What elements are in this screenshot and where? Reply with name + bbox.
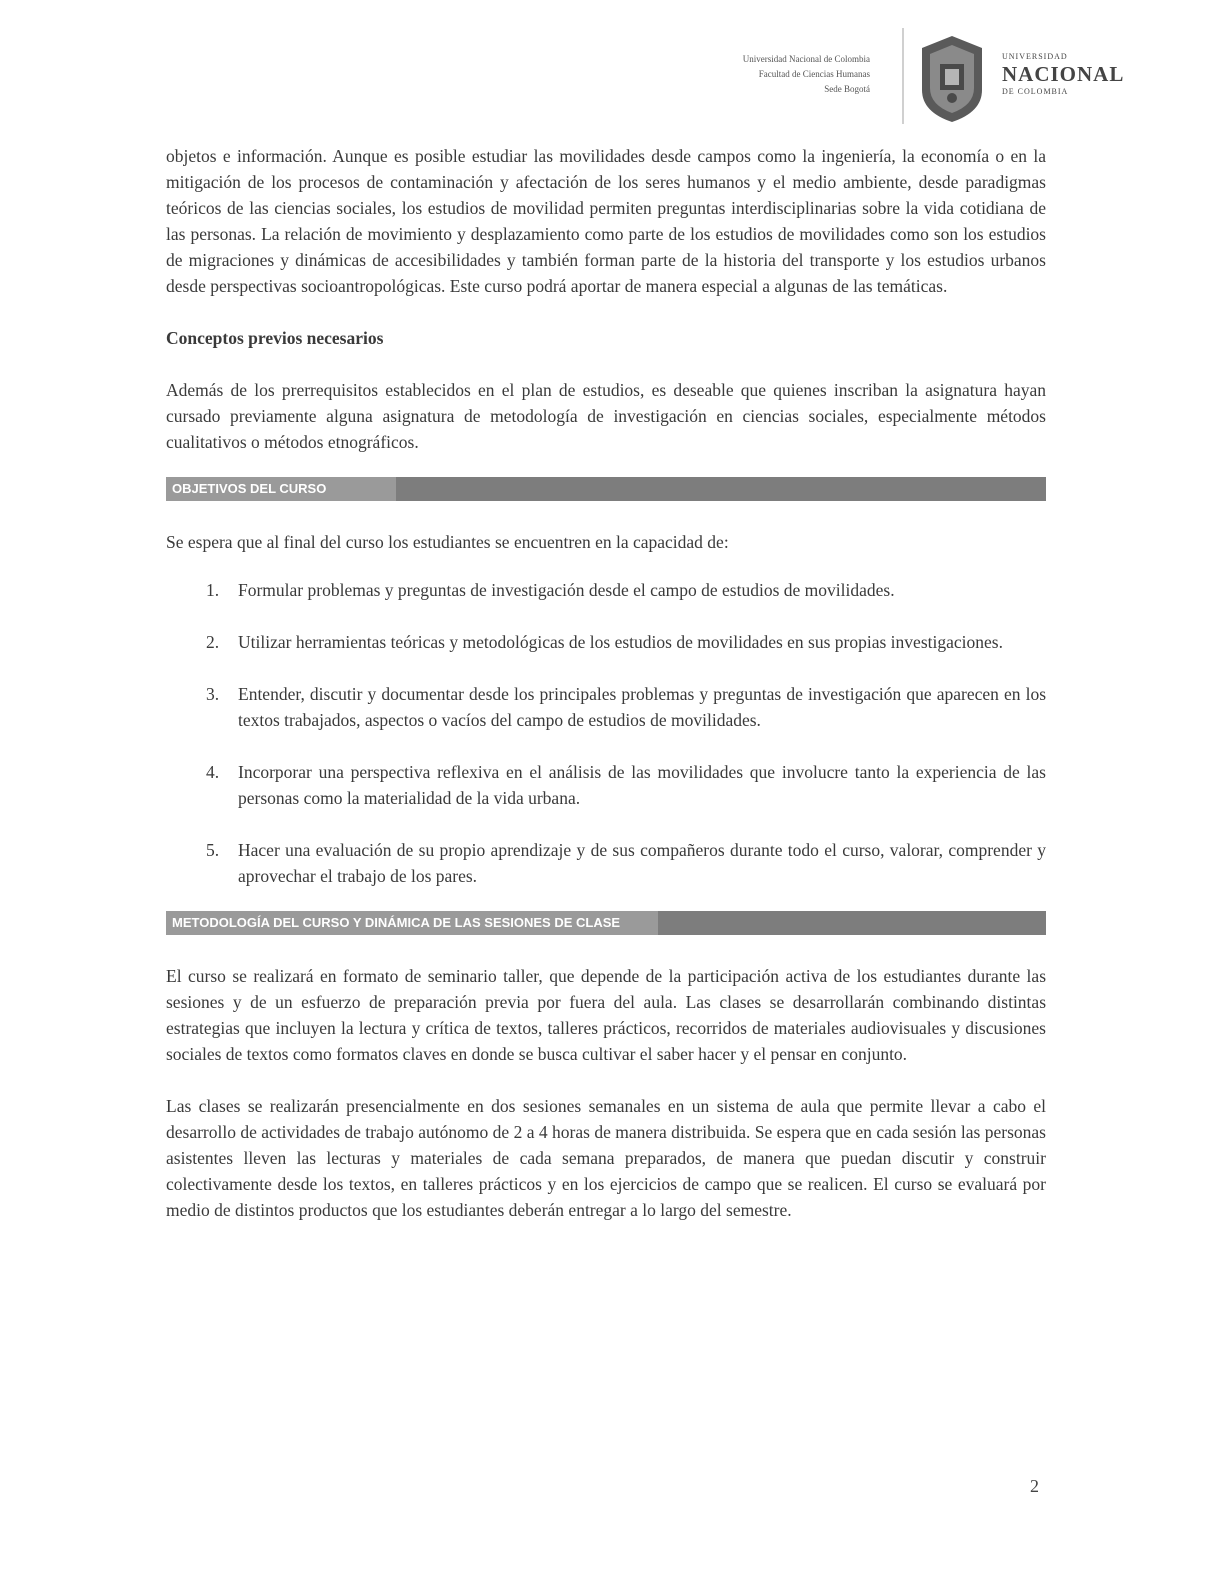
- institution-line-2: Facultad de Ciencias Humanas: [758, 69, 870, 79]
- objective-item: [166, 629, 1046, 655]
- university-wordmark: [1002, 52, 1152, 96]
- objective-number: 4.: [206, 762, 220, 782]
- methodology-paragraph-2: Las clases se realizarán presencialmente en dos sesiones semanales en un sistema de aula que permite llevar a cabo el desarrollo de actividades de trabajo autónomo de 2 a 4 horas de manera distribuida. Se espera que en cada sesión las personas asistentes lleven las lecturas y materiales de cada semana preparados, de manera que puedan discutir y construir colectivamente desde los textos, en talleres prácticos y en los ejercicios de campo que se realicen. El curso se evaluará por medio de distintos productos que los estudiantes deberán entregar a lo largo del semestre.: [166, 1096, 1046, 1220]
- intro-paragraph: objetos e información. Aunque es posible estudiar las movilidades desde campos como la ingeniería, la economía o en la mitigación de los procesos de contaminación y afectación de los seres humanos y el medio ambiente, desde paradigmas teóricos de las ciencias sociales, los estudios de movilidad permiten preguntas interdisciplinarias sobre la vida cotidiana de las personas. La relación de movimiento y desplazamiento como parte de los estudios de movilidades como son los estudios de migraciones y dinámicas de accesibilidades y también forman parte de la historia del transporte y los estudios urbanos desde perspectivas socioantropológicas. Este curso podrá aportar de manera especial a algunas de las temáticas.: [166, 146, 1046, 296]
- objective-item: [166, 759, 1046, 811]
- objective-text: Utilizar herramientas teóricas y metodológicas de los estudios de movilidades en sus propias investigaciones.: [238, 632, 1003, 652]
- institution-line-3: Sede Bogotá: [824, 84, 870, 94]
- objectives-section-bar: [166, 477, 1046, 501]
- methodology-paragraph-1: El curso se realizará en formato de seminario taller, que depende de la participación activa de los estudiantes durante las sesiones y de un esfuerzo de preparación previa por fuera del aula. Las clases se desarrollarán combinando distintas estrategias que incluyen la lectura y crítica de textos, talleres prácticos, recorridos de materiales audiovisuales y discusiones sociales de textos como formatos claves en donde se busca cultivar el saber hacer y el pensar en conjunto.: [166, 966, 1046, 1064]
- methodology-section-bar: [166, 911, 1046, 935]
- institution-line-1: Universidad Nacional de Colombia: [742, 54, 870, 64]
- objective-text: Entender, discutir y documentar desde los principales problemas y preguntas de investigación que aparecen en los textos trabajados, aspectos o vacíos del campo de estudios de movilidades.: [238, 684, 1046, 730]
- objective-text: Formular problemas y preguntas de investigación desde el campo de estudios de movilidades.: [238, 580, 895, 600]
- wordmark-main: NACIONAL: [1002, 62, 1125, 86]
- wordmark-top: UNIVERSIDAD: [1002, 52, 1068, 61]
- objective-number: 2.: [206, 632, 220, 652]
- objective-number: 1.: [206, 580, 220, 600]
- objectives-intro: Se espera que al final del curso los estudiantes se encuentren en la capacidad de:: [166, 532, 729, 552]
- page-header: [680, 28, 1160, 128]
- methodology-section-title: METODOLOGÍA DEL CURSO Y DINÁMICA DE LAS SESIONES DE CLASE: [166, 911, 658, 935]
- concepts-heading: Conceptos previos necesarios: [166, 328, 384, 348]
- page-content: [166, 143, 1046, 1223]
- objective-item: [166, 577, 1046, 603]
- university-seal-icon: [916, 32, 988, 124]
- wordmark-bottom: DE COLOMBIA: [1002, 87, 1069, 96]
- header-divider: [902, 28, 904, 124]
- objective-item: [166, 681, 1046, 733]
- concepts-paragraph: Además de los prerrequisitos establecidos en el plan de estudios, es deseable que quienes inscriban la asignatura hayan cursado previamente alguna asignatura de metodología de investigación en ciencias sociales, especialmente métodos cualitativos o métodos etnográficos.: [166, 380, 1046, 452]
- objective-number: 5.: [206, 840, 220, 860]
- page-number: 2: [1030, 1476, 1039, 1496]
- objective-text: Hacer una evaluación de su propio aprendizaje y de sus compañeros durante todo el curso, valorar, comprender y aprovechar el trabajo de los pares.: [238, 840, 1046, 886]
- objective-number: 3.: [206, 684, 220, 704]
- objective-item: [166, 837, 1046, 889]
- objectives-list: [166, 577, 1046, 889]
- objective-text: Incorporar una perspectiva reflexiva en el análisis de las movilidades que involucre tanto la experiencia de las personas como la materialidad de la vida urbana.: [238, 762, 1046, 808]
- institution-text: [670, 52, 870, 97]
- objectives-section-title: OBJETIVOS DEL CURSO: [166, 477, 396, 501]
